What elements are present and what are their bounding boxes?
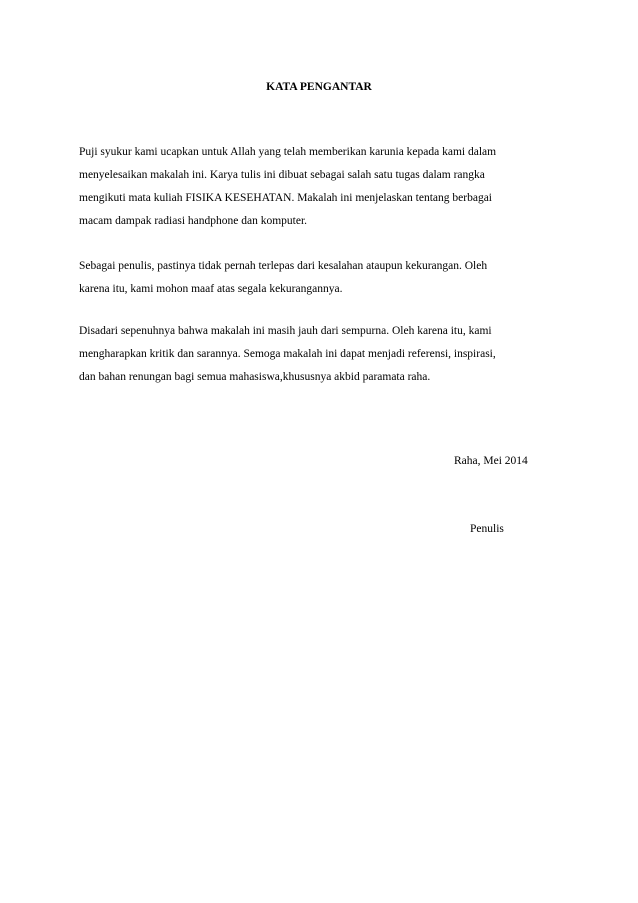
paragraph-line: macam dampak radiasi handphone dan komputer. — [79, 215, 308, 227]
paragraph-line: menyelesaikan makalah ini. Karya tulis ini dibuat sebagai salah satu tugas dalam rangka — [79, 169, 485, 181]
paragraph-line: Sebagai penulis, pastinya tidak pernah terlepas dari kesalahan ataupun kekurangan. Oleh — [79, 260, 488, 272]
paragraph-line: mengikuti mata kuliah FISIKA KESEHATAN. Makalah ini menjelaskan tentang berbagai — [79, 192, 492, 204]
paragraph-line: dan bahan renungan bagi semua mahasiswa,khususnya akbid paramata raha. — [79, 371, 431, 383]
place-date: Raha, Mei 2014 — [454, 455, 528, 467]
paragraph-line: mengharapkan kritik dan sarannya. Semoga makalah ini dapat menjadi referensi, inspirasi, — [79, 348, 496, 360]
paragraph-apology — [79, 255, 559, 301]
paragraph-closing — [79, 320, 559, 389]
paragraph-line: Disadari sepenuhnya bahwa makalah ini masih jauh dari sempurna. Oleh karena itu, kami — [79, 325, 492, 337]
paragraph-gratitude — [79, 141, 559, 233]
author-signature: Penulis — [470, 523, 504, 535]
paragraph-line: Puji syukur kami ucapkan untuk Allah yang telah memberikan karunia kepada kami dalam — [79, 146, 497, 158]
document-title: KATA PENGANTAR — [266, 81, 372, 93]
paragraph-line: karena itu, kami mohon maaf atas segala kekurangannya. — [79, 283, 343, 295]
